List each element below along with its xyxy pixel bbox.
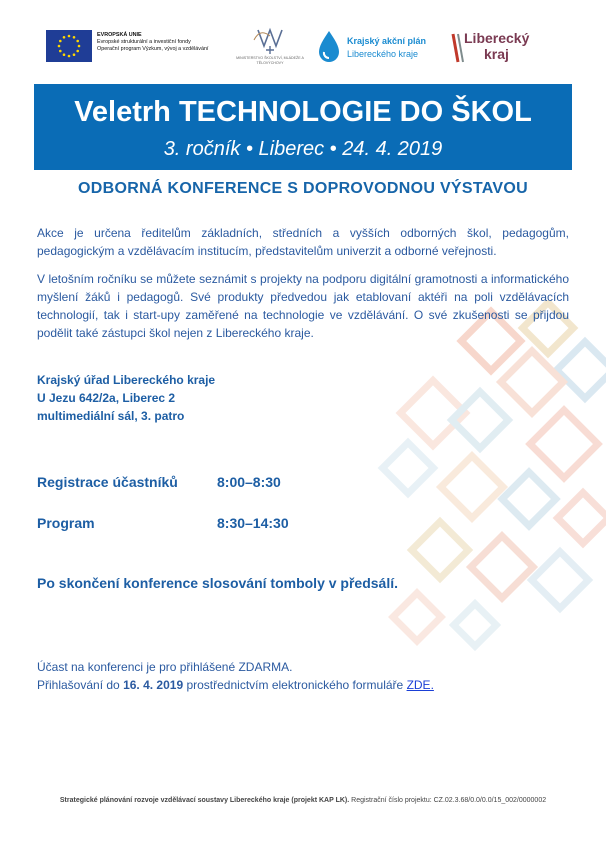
msmt-logo-text: MINISTERSTVO ŠKOLSTVÍ, MLÁDEŽE A TĚLOVÝCHOVY (236, 56, 304, 65)
registration-note (37, 676, 434, 694)
footer-registration-number: Registrační číslo projektu: CZ.02.3.68/0.0/0.0/15_002/0000002 (349, 797, 547, 804)
registration-middle: prostřednictvím elektronického formuláře (183, 678, 407, 692)
schedule-time-registration: 8:00–8:30 (217, 474, 281, 490)
lk-line2: kraj (484, 46, 509, 62)
water-drop-icon (317, 30, 341, 64)
event-subtitle: 3. ročník • Liberec • 24. 4. 2019 (163, 138, 443, 160)
venue-address (37, 371, 215, 425)
address-line2: U Jezu 642/2a, Liberec 2 (37, 391, 176, 405)
eu-flag-icon (46, 30, 92, 62)
conference-subheading: ODBORNÁ KONFERENCE S DOPROVODNOU VÝSTAVOU (78, 180, 528, 197)
description-paragraph: V letošním ročníku se můžete seznámit s projekty na podporu digitální gramotnosti a informatického myšlení žáků i pedagogů. Své produkty předvedou jak etablovaní aktéři na poli vzdělávacích technologií, tak i start-upy zaměřené na technologie ve vzdělávání. O své zkušenosti se přijdou podělit také zástupci škol nejen z Libereckého kraje. (37, 272, 569, 340)
event-title: Veletrh TECHNOLOGIE DO ŠKOL (74, 96, 532, 128)
lk-line1: Liberecký (464, 30, 530, 46)
msmt-logo (240, 26, 300, 72)
liberecky-kraj-text (464, 30, 529, 62)
decorative-diamonds (360, 300, 606, 660)
free-entry-note: Účast na konferenci je pro přihlášené ZDARMA. (37, 660, 293, 674)
eu-line3: Operační program Výzkum, vývoj a vzdělávání (97, 46, 209, 53)
address-line3: multimediální sál, 3. patro (37, 409, 185, 423)
kap-line1: Krajský akční plán (347, 36, 427, 46)
eu-title: EVROPSKÁ UNIE (97, 32, 142, 38)
eu-line2: Evropské strukturální a investiční fondy (97, 39, 191, 46)
title-banner (34, 84, 572, 170)
schedule-label-registration: Registrace účastníků (37, 474, 178, 490)
kap-logo-text (347, 35, 426, 61)
address-line1: Krajský úřad Libereckého kraje (37, 373, 216, 387)
registration-prefix: Přihlašování do (37, 678, 124, 692)
schedule-label-program: Program (37, 515, 95, 531)
footer-project-name: Strategické plánování rozvoje vzdělávací soustavy Libereckého kraje (projekt KAP LK). (59, 797, 350, 804)
registration-deadline: 16. 4. 2019 (123, 678, 184, 692)
logo-bar (0, 22, 606, 78)
project-footer (0, 797, 606, 804)
tombola-note: Po skončení konference slosování tomboly v předsálí. (37, 575, 398, 591)
registration-form-link[interactable]: ZDE. (406, 678, 434, 692)
eu-logo-text (97, 32, 208, 54)
kap-line2: Libereckého kraje (347, 49, 419, 59)
schedule-time-program: 8:30–14:30 (217, 515, 289, 531)
intro-paragraph: Akce je určena ředitelům základních, středních a vyšších odborných škol, pedagogům, pedagogickým a vzdělávacím institucím, představitelům univerzit a odborné veřejnosti. (37, 226, 569, 258)
